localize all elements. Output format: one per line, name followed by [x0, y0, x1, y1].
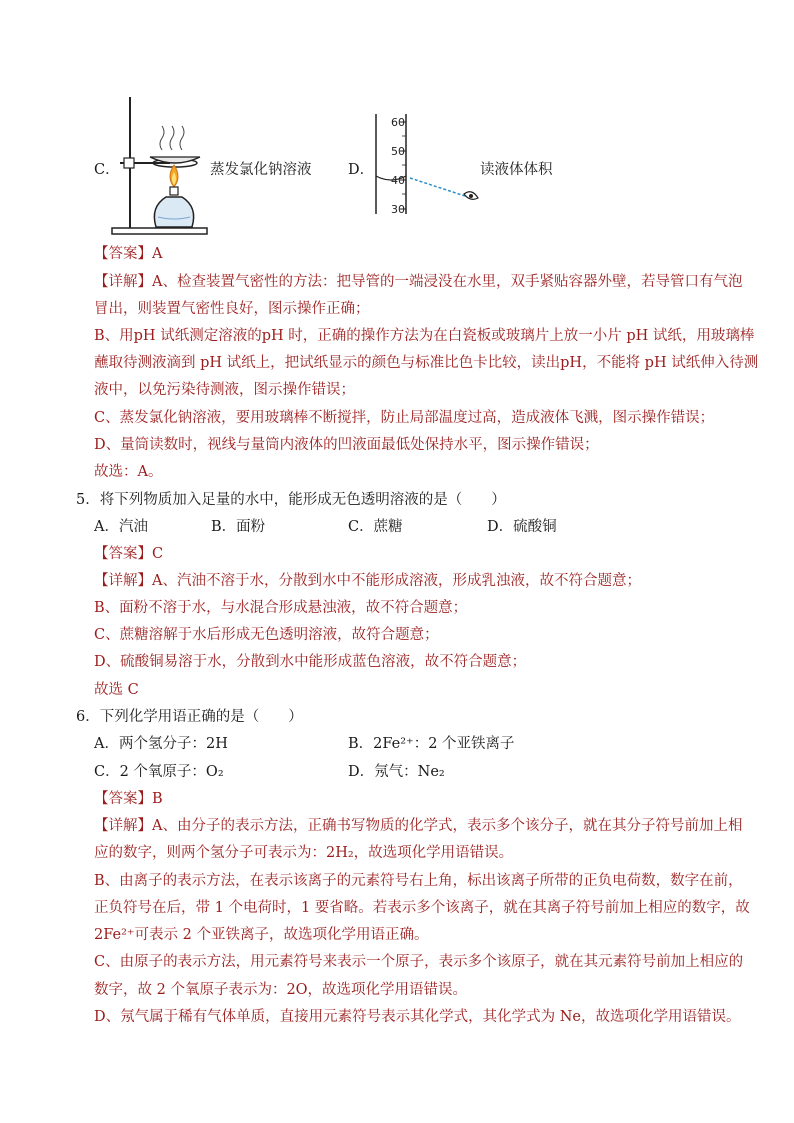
q6-option-c: C．2 个氧原子：O₂ [94, 764, 224, 780]
q6-option-a: A．两个氢分子：2H [94, 736, 228, 752]
q4-detail-line-5: 液中，以免污染待测液，图示操作错误； [94, 382, 355, 398]
q5-detail-line-2: B、面粉不溶于水，与水混合形成悬浊液，故不符合题意； [94, 600, 468, 616]
option-c-label: C． [94, 162, 120, 178]
q4-answer: 【答案】A [94, 246, 163, 262]
q5-detail-tag: 【详解】 [94, 573, 152, 589]
q4-conclusion: 故选：A。 [94, 464, 163, 480]
q4-detail-line-7: D、量筒读数时，视线与量筒内液体的凹液面最低处保持水平，图示操作错误； [94, 437, 599, 453]
q4-detail-line-4: 蘸取待测液滴到 pH 试纸上，把试纸显示的颜色与标准比色卡比较，读出pH，不能将 pH 试纸伸入待测 [94, 355, 759, 371]
q5-option-c: C．蔗糖 [348, 519, 403, 535]
q6-answer: 【答案】B [94, 791, 163, 807]
q6-detail-tag: 【详解】 [94, 818, 152, 834]
q6-detail-line-6: C、由原子的表示方法，用元素符号来表示一个原子，表示多个该原子，就在其元素符号前加上相应的 [94, 954, 744, 970]
q6-detail-line-3: B、由离子的表示方法，在表示该离子的元素符号右上角，标出该离子所带的正负电荷数，数字在前， [94, 873, 743, 889]
q4-detail-line-1: 【详解】A、检查装置气密性的方法：把导管的一端浸没在水里，双手紧贴容器外壁，若导管口有气泡 [94, 274, 743, 290]
graduated-cylinder-figure [370, 110, 490, 218]
q6-option-b: B．2Fe²⁺：2 个亚铁离子 [348, 736, 515, 752]
q6-detail-line-7: 数字，故 2 个氧原子表示为：2O，故选项化学用语错误。 [94, 982, 468, 998]
q5-option-a: A．汽油 [94, 519, 148, 535]
q6-option-d: D．氖气：Ne₂ [348, 764, 445, 780]
tick-label-30: 30 [391, 203, 405, 216]
q5-conclusion: 故选 C [94, 682, 139, 698]
tick-label-50: 50 [391, 145, 405, 158]
q4-detail-line-6: C、蒸发氯化钠溶液，要用玻璃棒不断搅拌，防止局部温度过高，造成液体飞溅，图示操作错误； [94, 410, 715, 426]
option-c-caption: 蒸发氯化钠溶液 [210, 162, 312, 178]
q6-detail-line-5: 2Fe²⁺可表示 2 个亚铁离子，故选项化学用语正确。 [94, 927, 429, 943]
tick-label-40: 40 [391, 174, 405, 187]
q6-stem: 6．下列化学用语正确的是（ ） [76, 709, 303, 725]
q5-detail-line-4: D、硫酸铜易溶于水，分散到水中能形成蓝色溶液，故不符合题意； [94, 654, 527, 670]
q4-detail-line-3: B、用pH 试纸测定溶液的pH 时，正确的操作方法为在白瓷板或玻璃片上放一小片 pH 试纸，用玻璃棒 [94, 328, 755, 344]
q6-detail-line-1: 【详解】A、由分子的表示方法，正确书写物质的化学式，表示多个该分子，就在其分子符号前加上相 [94, 818, 743, 834]
q4-detail-line-2: 冒出，则装置气密性良好，图示操作正确； [94, 301, 370, 317]
q5-option-d: D．硫酸铜 [487, 519, 557, 535]
q6-detail-line-2: 应的数字，则两个氢分子可表示为：2H₂，故选项化学用语错误。 [94, 845, 514, 861]
q6-detail-line-8: D、氖气属于稀有气体单质，直接用元素符号表示其化学式，其化学式为 Ne，故选项化学用语错误。 [94, 1009, 741, 1025]
q5-stem: 5．将下列物质加入足量的水中，能形成无色透明溶液的是（ ） [76, 492, 506, 508]
q5-option-b: B．面粉 [211, 519, 266, 535]
q5-detail-line-3: C、蔗糖溶解于水后形成无色透明溶液，故符合题意； [94, 627, 439, 643]
evaporation-apparatus-figure [110, 95, 210, 240]
tick-label-60: 60 [391, 116, 405, 129]
option-d-caption: 读液体体积 [480, 162, 553, 178]
q4-detail-tag: 【详解】 [94, 274, 152, 290]
q6-detail-line-4: 正负符号在后，带 1 个电荷时，1 要省略。若表示多个该离子，就在其离子符号前加上相应的数字，故 [94, 900, 750, 916]
option-d-label: D． [348, 162, 375, 178]
q5-detail-line-1: 【详解】A、汽油不溶于水，分散到水中不能形成溶液，形成乳浊液，故不符合题意； [94, 573, 641, 589]
q5-answer: 【答案】C [94, 546, 164, 562]
